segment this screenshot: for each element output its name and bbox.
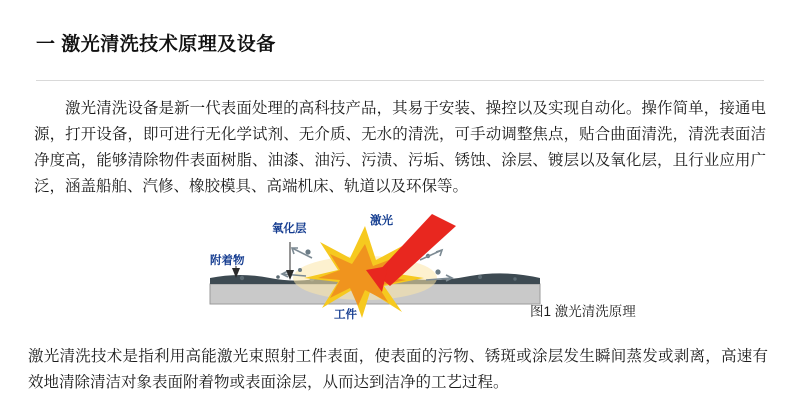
texture-dot [513, 277, 516, 280]
title-divider [36, 80, 764, 81]
ejected-particle [305, 249, 310, 254]
figure-caption: 图1 激光清洗原理 [530, 304, 636, 319]
texture-dot [478, 275, 482, 279]
figure-label-attachment: 附着物 [210, 255, 245, 267]
texture-dot [276, 275, 280, 279]
texture-dot [240, 276, 244, 280]
ejected-particle [435, 269, 440, 274]
figure-label-workpiece: 工件 [334, 309, 357, 321]
figure-label-laser: 激光 [370, 215, 393, 227]
paragraph-definition: 激光清洗技术是指利用高能激光束照射工件表面，使表面的污物、锈斑或涂层发生瞬间蒸发或剥离，高速有效地清除清洁对象表面附着物或表面涂层，从而达到洁净的工艺过程。 [28, 348, 768, 391]
figure-label-oxide-layer: 氧化层 [272, 223, 307, 235]
paragraph-intro: 激光清洗设备是新一代表面处理的高科技产品，其易于安装、操控以及实现自动化。操作简单，接通电源，打开设备，即可进行无化学试剂、无介质、无水的清洗，可手动调整焦点，贴合曲面清洗，清洗表面洁净度高，能够清除物件表面树脂、油漆、油污、污渍、污垢、锈蚀、涂层、镀层以及氧化层，且行业应用广泛，涵盖船舶、汽修、橡胶模具、高端机床、轨道以及环保等。 [34, 100, 766, 195]
ejected-particle [298, 268, 302, 272]
page-title: 一 激光清洗技术原理及设备 [36, 34, 276, 55]
